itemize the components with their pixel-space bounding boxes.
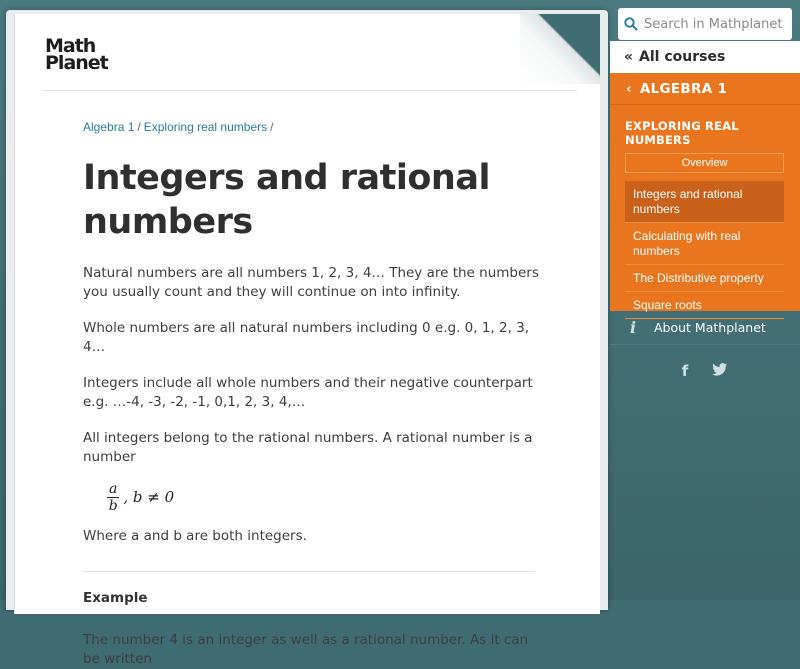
paragraph-rational-numbers: All integers belong to the rational numbers. A rational number is a number [83,430,533,465]
lesson-item-calculating-with-real-numbers[interactable]: Calculating with real numbers [625,223,784,265]
facebook-icon[interactable]: f [681,362,689,380]
section-title: EXPLORING REAL NUMBERS [625,119,739,147]
content-divider [83,571,535,572]
breadcrumb-exploring-real-numbers[interactable]: Exploring real numbers [143,120,268,134]
formula-condition: , b ≠ 0 [123,488,175,506]
rational-number-formula [107,477,543,517]
breadcrumb-algebra-1[interactable]: Algebra 1 [83,120,135,134]
search-input[interactable]: Search in Mathplanet [644,16,783,32]
breadcrumb [83,120,543,134]
double-chevron-left-icon: « [624,49,634,65]
info-icon: i [630,318,637,337]
overview-link[interactable]: Overview [625,153,784,173]
course-nav [610,73,800,311]
example-text: The number 4 is an integer as well as a rational number. As it can be written [83,632,529,667]
about-link[interactable] [610,311,800,345]
lesson-item-square-roots[interactable]: Square roots [625,292,784,319]
course-link-algebra-1[interactable] [610,73,800,105]
fraction [107,481,119,514]
paragraph-integers: Integers include all whole numbers and their negative counterpart e.g. …-4, -3, -2, -1, 0,1, 2, 3, 4,… [83,375,533,410]
page-title: Integers and rational numbers [83,158,490,242]
paragraph-whole-numbers: Whole numbers are all natural numbers including 0 e.g. 0, 1, 2, 3, 4… [83,320,530,355]
article [83,120,543,669]
mathplanet-logo[interactable]: Math Planet [45,35,108,74]
lesson-list [625,181,784,319]
paragraph-where: Where a and b are both integers. [83,528,307,544]
course-label: ALGEBRA 1 [639,80,728,97]
page-curl [520,14,600,84]
all-courses-link[interactable] [610,41,800,73]
search-box[interactable] [618,8,792,40]
search-icon[interactable] [618,17,644,31]
paragraph-natural-numbers: Natural numbers are all numbers 1, 2, 3, 4… They are the numbers you usually count and they will continue on into infinity. [83,265,539,300]
sidebar [610,0,800,600]
lesson-item-integers-and-rational-numbers[interactable]: Integers and rational numbers [625,181,784,223]
example-heading: Example [83,590,148,606]
all-courses-label: All courses [639,49,726,65]
header-divider [43,90,577,91]
breadcrumb-separator: / [270,120,274,134]
social-links [610,362,800,380]
chevron-left-icon: ‹ [626,80,632,97]
about-label: About Mathplanet [654,320,766,335]
breadcrumb-separator: / [137,120,141,134]
twitter-icon[interactable] [712,362,728,380]
lesson-item-distributive-property[interactable]: The Distributive property [625,265,784,292]
fraction-numerator: a [109,480,118,497]
fraction-denominator: b [108,497,118,514]
content-page [14,14,600,667]
